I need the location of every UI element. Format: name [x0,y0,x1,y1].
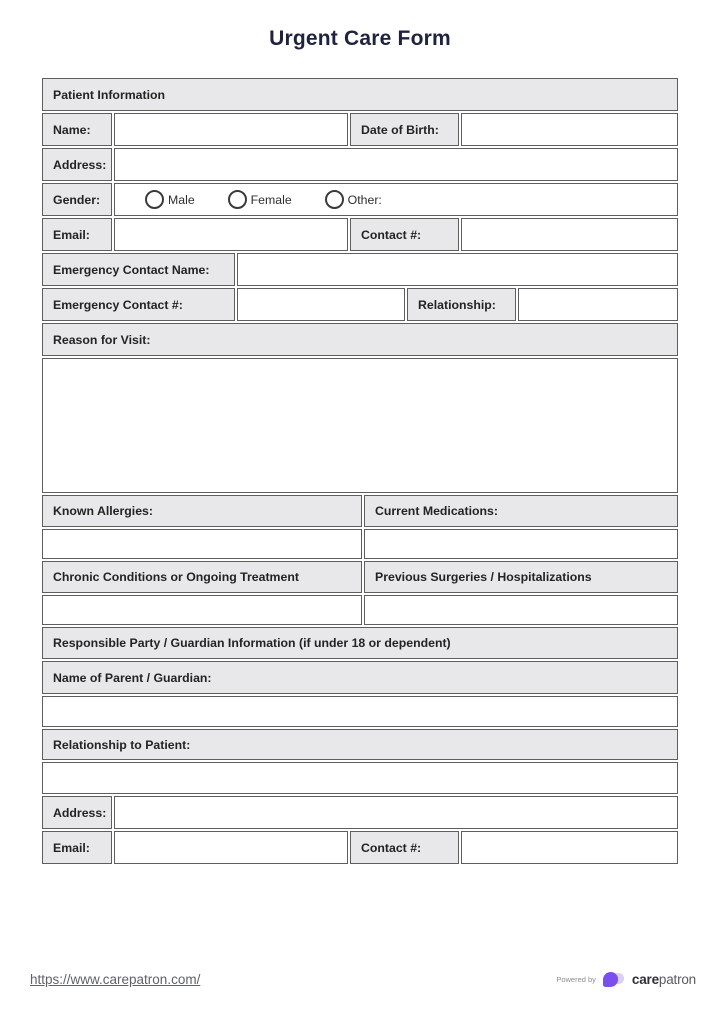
gender-male-label: Male [168,192,195,207]
name-label: Name: [42,113,112,146]
gender-radio-group [125,184,667,215]
current-medications-label: Current Medications: [364,495,678,527]
gender-female-label: Female [250,192,292,207]
chronic-conditions-label: Chronic Conditions or Ongoing Treatment [42,561,362,593]
reason-for-visit-textarea[interactable] [42,358,678,493]
carepatron-website-link[interactable]: https://www.carepatron.com/ [30,972,201,987]
emergency-contact-name-input[interactable] [237,253,678,286]
contact-input[interactable] [461,218,678,251]
previous-surgeries-label: Previous Surgeries / Hospitalizations [364,561,678,593]
radio-male-icon[interactable] [145,190,164,209]
powered-by-label: Powered by [556,975,596,984]
chronic-conditions-input[interactable] [42,595,362,625]
powered-by-block [556,971,696,988]
contact-label: Contact #: [350,218,459,251]
current-medications-input[interactable] [364,529,678,559]
urgent-care-form-table [40,76,680,866]
guardian-address-input[interactable] [114,796,678,829]
section-guardian-information: Responsible Party / Guardian Information (if under 18 or dependent) [42,627,678,659]
previous-surgeries-input[interactable] [364,595,678,625]
reason-for-visit-label: Reason for Visit: [42,323,678,356]
guardian-name-label: Name of Parent / Guardian: [42,661,678,694]
address-label: Address: [42,148,112,181]
gender-other-label: Other: [347,192,382,207]
guardian-email-label: Email: [42,831,112,864]
relationship-input[interactable] [518,288,678,321]
brand-bold-part: care [631,972,659,987]
guardian-address-label: Address: [42,796,112,829]
emergency-contact-name-label: Emergency Contact Name: [42,253,235,286]
address-input[interactable] [114,148,678,181]
gender-male-option[interactable] [145,190,195,209]
dob-label: Date of Birth: [350,113,459,146]
dob-input[interactable] [461,113,678,146]
gender-options-cell [114,183,678,216]
known-allergies-label: Known Allergies: [42,495,362,527]
guardian-relationship-label: Relationship to Patient: [42,729,678,760]
carepatron-wordmark [632,972,696,987]
carepatron-logo-icon [602,971,626,988]
radio-female-icon[interactable] [228,190,247,209]
logo-front-blob [603,972,618,987]
gender-female-option[interactable] [228,190,292,209]
gender-label: Gender: [42,183,112,216]
email-label: Email: [42,218,112,251]
relationship-label: Relationship: [407,288,516,321]
guardian-contact-input[interactable] [461,831,678,864]
section-patient-information: Patient Information [42,78,678,111]
guardian-name-input[interactable] [42,696,678,727]
emergency-contact-number-input[interactable] [237,288,405,321]
radio-other-icon[interactable] [325,190,344,209]
known-allergies-input[interactable] [42,529,362,559]
guardian-contact-label: Contact #: [350,831,459,864]
gender-other-option[interactable] [325,190,382,209]
page-footer [0,971,720,988]
guardian-email-input[interactable] [114,831,348,864]
guardian-relationship-input[interactable] [42,762,678,794]
page-title: Urgent Care Form [269,27,451,50]
email-input[interactable] [114,218,348,251]
brand-light-part: patron [658,972,696,987]
emergency-contact-number-label: Emergency Contact #: [42,288,235,321]
name-input[interactable] [114,113,348,146]
